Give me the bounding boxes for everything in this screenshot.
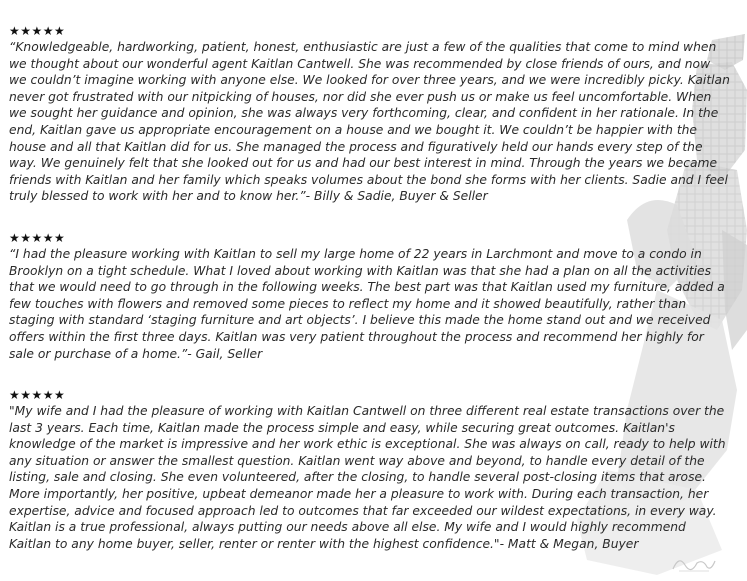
star-rating: ★★★★★ xyxy=(9,388,66,403)
signature-icon xyxy=(669,553,719,575)
review-text: “Knowledgeable, hardworking, patient, honest, enthusiastic are just a few of the qualities that come to mind when we thought about our wonderful agent Kaitlan Cantwell. She was recommended by close friends of ours, and now we couldn’t imagine working with anyone else. We looked for over three years, and we were incredibly picky. Kaitlan never got frustrated with our nitpicking of houses, nor did she ever push us or make us feel uncomfortable. When we sought her guidance and opinion, she was always very forthcoming, clear, and confident in her rationale. In the end, Kaitlan gave us appropriate encouragement on a house and we bought it. We couldn’t be happier with the house and all that Kaitlan did for us. She managed the process and figuratively held our hands every step of the way. We genuinely felt that she looked out for us and had our best interest in mind. Through the years we became friends with Kaitlan and her family which speaks volumes about the bond she forms with her clients. Sadie and I feel truly blessed to work with her and to know her.”- Billy & Sadie, Buyer & Seller xyxy=(9,40,730,204)
star-rating: ★★★★★ xyxy=(9,24,66,38)
review-text: "My wife and I had the pleasure of working with Kaitlan Cantwell on three different real estate transactions over the last 3 years. Each time, Kaitlan made the process simple and easy, while securing great outcomes. Kaitlan's knowledge of the market is impressive and her work ethic is exceptional. She was always on call, ready to help with any situation or answer the smallest question. Kaitlan went way above and beyond, to handle every detail of the listing, sale and closing. She even volunteered, after the closing, to handle several post-closing items that arose. More importantly, her positive, upbeat demeanor made her a pleasure to work with. During each transaction, her expertise, advice and focused approach led to outcomes that far exceeded our wildest expectations, in every way. Kaitlan is a true professional, always putting our needs above all else. My wife and I would highly recommend Kaitlan to any home buyer, seller, renter or renter with the highest confidence."- Matt & Megan, Buyer xyxy=(9,404,726,551)
review-item xyxy=(9,231,730,362)
star-rating: ★★★★★ xyxy=(9,230,66,245)
review-text: “I had the pleasure working with Kaitlan to sell my large home of 22 years in Larchmont and move to a condo in Brooklyn on a tight schedule. What I loved about working with Kaitlan was that she had a plan on all the activities that we would need to go through in the following weeks. The best part was that Kaitlan used my furniture, added a few touches with flowers and removed some pieces to reflect my home and it showed beautifully, rather than staging with standard ‘staging furniture and art objects’. I believe this made the home stand out and we received offers within the first three days. Kaitlan was very patient throughout the process and recommend her highly for sale or purchase of a home.”- Gail, Seller xyxy=(9,246,725,361)
review-item xyxy=(9,388,730,552)
review-item xyxy=(9,24,730,205)
